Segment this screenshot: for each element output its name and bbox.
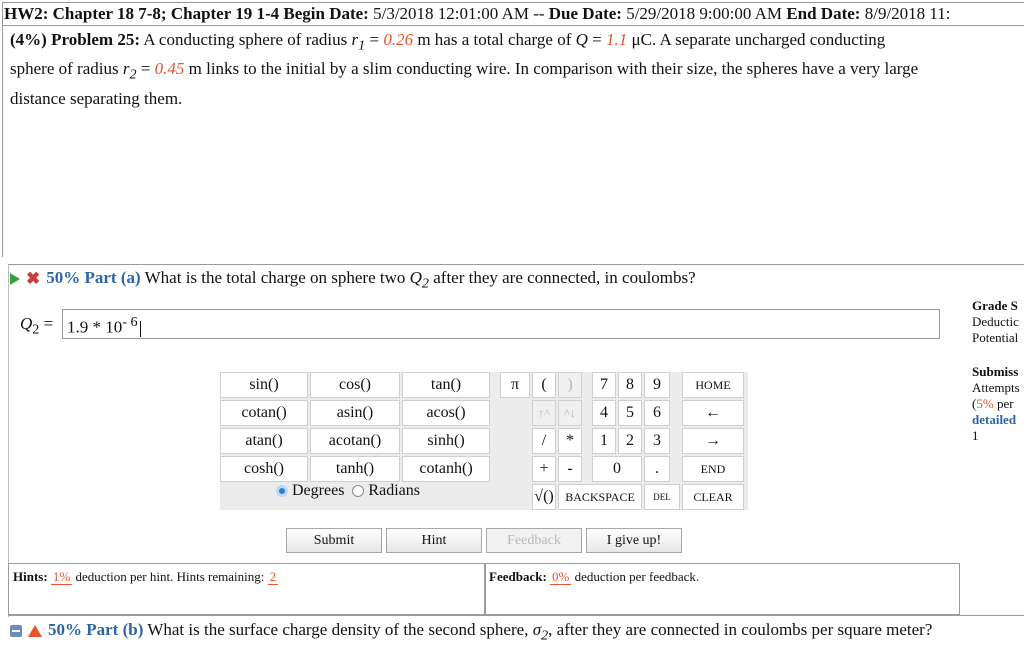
text-cursor <box>140 321 141 337</box>
part-b-label[interactable]: 50% Part (b) <box>48 620 144 639</box>
home-button[interactable]: HOME <box>682 372 744 398</box>
problem-text-3: μC. A separate uncharged conducting <box>631 30 886 49</box>
backspace-button[interactable]: BACKSPACE <box>558 484 642 510</box>
answer-label: $Q_2$ = <box>20 314 54 338</box>
grade-summary-title: Grade S <box>972 298 1018 313</box>
feedback-deduction: 0% <box>552 569 570 584</box>
problem-text-2: m has a total charge of <box>417 30 572 49</box>
collapse-icon[interactable] <box>10 625 22 637</box>
begin-date-label: Begin Date: <box>283 4 369 23</box>
part-a-header <box>10 268 696 292</box>
submissions-title: Submiss <box>972 364 1019 379</box>
r2-symbol: $r_2$ <box>122 59 137 83</box>
potential-label: Potential <box>972 330 1019 345</box>
key-1[interactable]: 1 <box>592 428 616 454</box>
acotan-button[interactable]: acotan() <box>310 428 400 454</box>
acos-button[interactable]: acos() <box>402 400 490 426</box>
feedback-button[interactable]: Feedback <box>486 528 582 553</box>
attempts-label: Attempts <box>972 380 1020 395</box>
submit-button[interactable]: Submit <box>286 528 382 553</box>
key-9[interactable]: 9 <box>644 372 670 398</box>
hints-panel <box>8 563 486 615</box>
tan-button[interactable]: tan() <box>402 372 490 398</box>
feedback-text: deduction per feedback. <box>574 569 700 584</box>
decimal-button[interactable]: . <box>644 456 670 482</box>
part-b-header <box>10 620 932 644</box>
problem-text-4: sphere of radius <box>10 59 119 79</box>
cotan-button[interactable]: cotan() <box>220 400 308 426</box>
q-value: 1.1 <box>605 30 628 49</box>
due-date-label: Due Date: <box>548 4 622 23</box>
problem-text-5: m links to the initial by a slim conducting wire. In comparison with their size, the spheres have a very large <box>188 59 919 79</box>
cursor-left-button[interactable]: ← <box>682 400 744 426</box>
assignment-header <box>4 4 951 24</box>
hint-button[interactable]: Hint <box>386 528 482 553</box>
pi-button[interactable]: π <box>500 372 530 398</box>
detailed-view-link[interactable]: detailed <box>972 412 1017 427</box>
calculator-keypad <box>220 372 748 510</box>
multiply-button[interactable]: * <box>558 428 582 454</box>
problem-text-1: A conducting sphere of radius <box>143 30 348 49</box>
hint-deduction: 1% <box>52 569 71 584</box>
plus-button[interactable]: + <box>532 456 556 482</box>
per-attempt-deduction: (5% per <box>972 396 1014 411</box>
submission-count: 1 <box>972 428 979 443</box>
tanh-button[interactable]: tanh() <box>310 456 400 482</box>
superscript-down-button[interactable]: ^↓ <box>558 400 582 426</box>
radians-label: Radians <box>368 482 420 499</box>
key-6[interactable]: 6 <box>644 400 670 426</box>
key-8[interactable]: 8 <box>618 372 642 398</box>
hints-label: Hints: <box>13 569 48 584</box>
right-paren-button[interactable]: ) <box>558 372 582 398</box>
cos-button[interactable]: cos() <box>310 372 400 398</box>
q2-symbol: $Q_2$ <box>409 268 429 292</box>
degrees-radio[interactable] <box>276 485 288 497</box>
end-date-value: 8/9/2018 11: <box>864 4 951 23</box>
minus-button[interactable]: - <box>558 456 582 482</box>
part-b-question-end: , after they are connected in coulombs per square meter? <box>548 620 933 639</box>
answer-input[interactable] <box>62 309 940 339</box>
sinh-button[interactable]: sinh() <box>402 428 490 454</box>
due-date-value: 5/29/2018 9:00:00 AM <box>626 4 783 23</box>
hints-remaining: 2 <box>269 569 277 584</box>
hints-text: deduction per hint. Hints remaining: <box>75 569 265 584</box>
asin-button[interactable]: asin() <box>310 400 400 426</box>
key-5[interactable]: 5 <box>618 400 642 426</box>
key-4[interactable]: 4 <box>592 400 616 426</box>
header-divider <box>2 25 1024 26</box>
feedback-label: Feedback: <box>489 569 547 584</box>
clear-button[interactable]: CLEAR <box>682 484 744 510</box>
warning-icon <box>28 625 42 637</box>
part-b-divider <box>8 615 1024 616</box>
angle-mode <box>276 482 420 500</box>
cosh-button[interactable]: cosh() <box>220 456 308 482</box>
cotanh-button[interactable]: cotanh() <box>402 456 490 482</box>
end-date-label: End Date: <box>786 4 861 23</box>
left-paren-button[interactable]: ( <box>532 372 556 398</box>
deduction-label: Deductic <box>972 314 1019 329</box>
atan-button[interactable]: atan() <box>220 428 308 454</box>
hw-title: HW2: Chapter 18 7-8; Chapter 19 1-4 <box>4 4 280 23</box>
sqrt-button[interactable]: √() <box>532 484 556 510</box>
play-icon[interactable] <box>10 273 20 285</box>
superscript-up-button[interactable]: ↑^ <box>532 400 556 426</box>
q-symbol: Q <box>575 30 588 49</box>
part-a-label: 50% Part (a) <box>46 268 141 287</box>
answer-value: 1.9 * 10 <box>67 317 123 337</box>
end-button[interactable]: END <box>682 456 744 482</box>
key-0[interactable]: 0 <box>592 456 642 482</box>
incorrect-x-icon: ✖ <box>26 269 41 289</box>
problem-text-6: distance separating them. <box>10 88 183 108</box>
cursor-right-button[interactable]: → <box>682 428 744 454</box>
key-2[interactable]: 2 <box>618 428 642 454</box>
answer-exponent: - 6 <box>122 314 138 330</box>
feedback-panel <box>484 563 960 615</box>
key-3[interactable]: 3 <box>644 428 670 454</box>
r1-value: 0.26 <box>383 30 414 49</box>
r2-value: 0.45 <box>154 59 185 79</box>
part-b-question: What is the surface charge density of the second sphere, <box>147 620 529 639</box>
problem-statement: (4%) Problem 25: A conducting sphere of radius $r_1 = 0.26$ m has a total charge of Q = 1.1 μC. A separate uncharged conducting sphere of radius $r_2 = 0.45$ m links to the initial by a slim conducting wire. In comparison with their size, the spheres have a very large distance separating them. <box>10 30 919 108</box>
part-a-question-end: after they are connected, in coulombs? <box>433 268 696 287</box>
part-a-question: What is the total charge on sphere two <box>144 268 406 287</box>
divide-button[interactable]: / <box>532 428 556 454</box>
sin-button[interactable]: sin() <box>220 372 308 398</box>
grade-sidebar <box>972 298 1020 444</box>
r1-symbol: $r_1$ <box>351 30 366 54</box>
radians-radio[interactable] <box>352 485 364 497</box>
problem-label: (4%) Problem 25: <box>10 30 140 49</box>
give-up-button[interactable]: I give up! <box>586 528 682 553</box>
begin-date-value: 5/3/2018 12:01:00 AM -- <box>373 4 545 23</box>
delete-button[interactable]: DEL <box>644 484 680 510</box>
key-7[interactable]: 7 <box>592 372 616 398</box>
degrees-label: Degrees <box>292 482 345 499</box>
sigma2-symbol: $\sigma_2$ <box>532 620 549 644</box>
